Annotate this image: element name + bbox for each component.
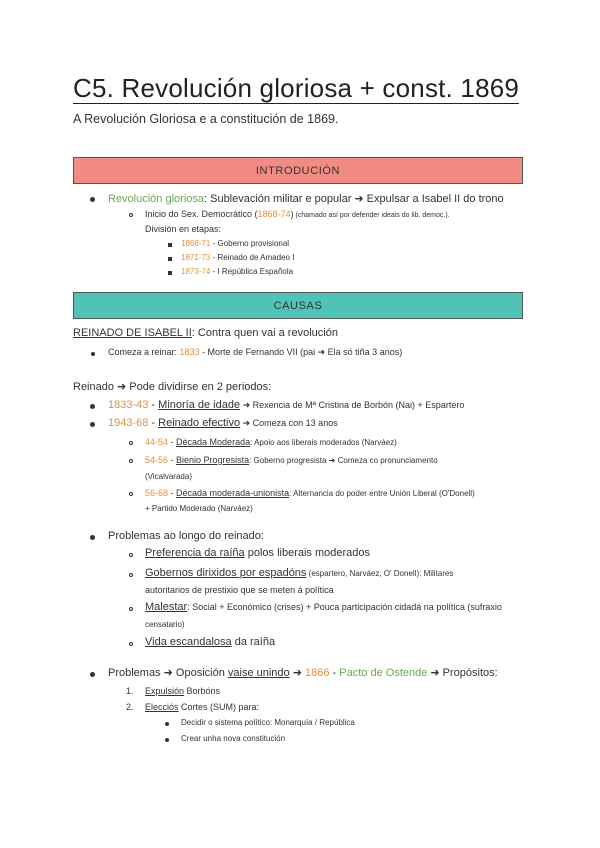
revolucion-text: : Sublevación militar e popular ➜ Expulsar a Isabel II do trono — [204, 193, 504, 205]
bullet-square-icon — [168, 257, 172, 261]
decada-dash: - — [168, 437, 177, 447]
inicio-note: (chamado así por defender ideais do lib. democ.). — [293, 212, 450, 219]
oposicion-rest: ➜ Propósitos: — [427, 667, 498, 679]
proposito-text: Borbóns — [184, 686, 221, 696]
problema-text: polos liberais moderados — [244, 547, 371, 559]
inicio-text: Inicio do Sex. Democrático ( — [145, 209, 258, 219]
bullet-square-icon — [168, 271, 172, 275]
subproposito-item: Crear unha nova constitución — [181, 734, 286, 743]
problema-item — [145, 601, 502, 613]
decada-cont: + Partido Moderado (Narváez) — [145, 504, 253, 513]
decada-label: Década Moderada — [176, 437, 251, 447]
etapa-years: 1871-73 — [181, 253, 211, 262]
etapa-item — [181, 239, 289, 248]
efectivo-item — [108, 417, 338, 429]
division-etapas: División en etapas: — [145, 224, 222, 234]
problema-label: Preferencia da raíña — [145, 547, 245, 559]
problema-label: Gobernos dirixidos por espadóns — [145, 567, 307, 579]
bullet-dot-icon — [90, 672, 95, 677]
minoria-item — [108, 399, 464, 411]
oposicion-dash: - — [329, 667, 340, 679]
decada-cont: (Vicalvarada) — [145, 472, 192, 481]
problema-item — [145, 547, 370, 559]
bullet-dot-icon — [90, 404, 95, 409]
oposicion-unindo: vaise unindo — [227, 667, 290, 679]
problema-note: (espartero, Narváez, O' Donell): Militares — [306, 569, 454, 578]
problema-item — [145, 567, 453, 579]
bullet-square-icon — [168, 243, 172, 247]
problemas-title: Problemas ao longo do reinado: — [108, 530, 264, 542]
decada-label: Década moderada-unionista — [176, 488, 290, 498]
proposito-number: 2. — [126, 702, 134, 712]
decada-item — [145, 437, 397, 447]
reinado-rest: : Contra quen vai a revolución — [191, 327, 338, 339]
proposito-label: Expulsión — [145, 686, 185, 696]
bullet-circle-icon — [129, 213, 133, 217]
etapa-text: - Reinado de Amadeo I — [210, 253, 295, 262]
reinado-heading — [73, 327, 338, 339]
minoria-label: Minoría de idade — [158, 399, 241, 411]
bullet-dot-icon — [90, 535, 95, 540]
section-banner-label: CAUSAS — [273, 299, 323, 312]
decada-years: 54-56 — [145, 455, 169, 465]
section-banner-causas — [73, 292, 523, 319]
decada-label: Bienio Progresista — [176, 455, 250, 465]
proposito-item — [145, 686, 220, 696]
reinado-title: REINADO DE ISABEL II — [73, 327, 192, 339]
bullet-circle-icon — [129, 441, 133, 445]
proposito-number: 1. — [126, 686, 134, 696]
bullet-circle-icon — [129, 573, 133, 577]
comeza-text: Comeza a reinar: — [108, 347, 180, 357]
bullet-circle-icon — [129, 553, 133, 557]
section-banner-label: INTRODUCIÓN — [255, 164, 341, 177]
bullet-circle-icon — [129, 459, 133, 463]
problema-label: Malestar — [145, 601, 188, 613]
decada-years: 56-68 — [145, 488, 169, 498]
periodos-line: Reinado ➜ Pode dividirse en 2 periodos: — [73, 381, 272, 393]
bullet-dot-icon — [90, 422, 95, 427]
decada-item — [145, 488, 475, 498]
problema-label: Vida escandalosa — [145, 636, 232, 648]
minoria-text: ➜ Rexencia de Mª Cristina de Borbón (Nai) + Espartero — [240, 400, 465, 410]
bullet-dot-icon — [165, 722, 169, 726]
efectivo-label: Reinado efectivo — [158, 417, 241, 429]
etapa-item — [181, 253, 294, 262]
decada-text: : Alternancia do poder entre Unión Liberal (O'Donell) — [289, 489, 475, 498]
bullet-dot-icon — [90, 197, 95, 202]
problema-item — [145, 636, 275, 648]
intro-inicio-item — [145, 209, 450, 219]
problema-cont: autoritarios de prestixio que se meten á política — [145, 585, 334, 595]
decada-item — [145, 455, 438, 465]
subproposito-item: Decidir o sistema político: Monarquía / República — [181, 718, 355, 727]
proposito-item — [145, 702, 259, 712]
oposicion-text: Problemas ➜ Oposición — [108, 667, 228, 679]
problema-text: : Social + Económico (crises) + Pouca participación cidadá na política (sufraxio — [187, 602, 502, 612]
bullet-dot-icon — [91, 352, 95, 356]
decada-text: : Goberno progresista ➜ Comeza co pronunciamento — [249, 456, 438, 465]
etapa-years: 1873-74 — [181, 267, 211, 276]
minoria-dash: - — [148, 399, 159, 411]
oposicion-item — [108, 666, 498, 679]
comeza-rest: - Morte de Fernando VII (pai ➜ Ela só tiña 3 anos) — [199, 347, 403, 357]
proposito-text: Cortes (SUM) para: — [178, 702, 260, 712]
bullet-dot-icon — [165, 738, 169, 742]
etapa-item — [181, 267, 293, 276]
bullet-circle-icon — [129, 607, 133, 611]
proposito-label: Elecciós — [145, 702, 179, 712]
bullet-circle-icon — [129, 492, 133, 496]
problema-text: da raíña — [231, 636, 276, 648]
inicio-close: ) — [290, 209, 294, 219]
efectivo-text: ➜ Comeza con 13 anos — [240, 418, 338, 428]
efectivo-year: 1943-68 — [108, 417, 149, 429]
inicio-years: 1868-74 — [257, 209, 291, 219]
oposicion-pacto: Pacto de Ostende — [339, 667, 428, 679]
intro-revolucion-item — [108, 192, 504, 205]
oposicion-year: 1866 — [305, 667, 330, 679]
page-subtitle: A Revolución Gloriosa e a constitución de 1869. — [73, 112, 339, 126]
oposicion-arrow: ➜ — [289, 667, 306, 679]
problema-cont: censatario) — [145, 620, 185, 629]
etapa-years: 1868-71 — [181, 239, 211, 248]
decada-dash: - — [168, 488, 177, 498]
page-title: C5. Revolución gloriosa + const. 1869 — [73, 73, 520, 103]
decada-dash: - — [168, 455, 177, 465]
section-banner-introducion — [73, 157, 523, 184]
decada-years: 44-54 — [145, 437, 169, 447]
minoria-year: 1833-43 — [108, 399, 149, 411]
bullet-circle-icon — [129, 642, 133, 646]
etapa-text: - Goberno provisional — [210, 239, 290, 248]
decada-text: : Apoio aos liberais moderados (Narváez) — [250, 438, 397, 447]
revolucion-label: Revolución gloriosa — [108, 193, 204, 205]
efectivo-dash: - — [148, 417, 159, 429]
etapa-text: - I República Española — [210, 267, 294, 276]
comeza-item — [108, 347, 402, 358]
comeza-year: 1833 — [179, 347, 200, 357]
